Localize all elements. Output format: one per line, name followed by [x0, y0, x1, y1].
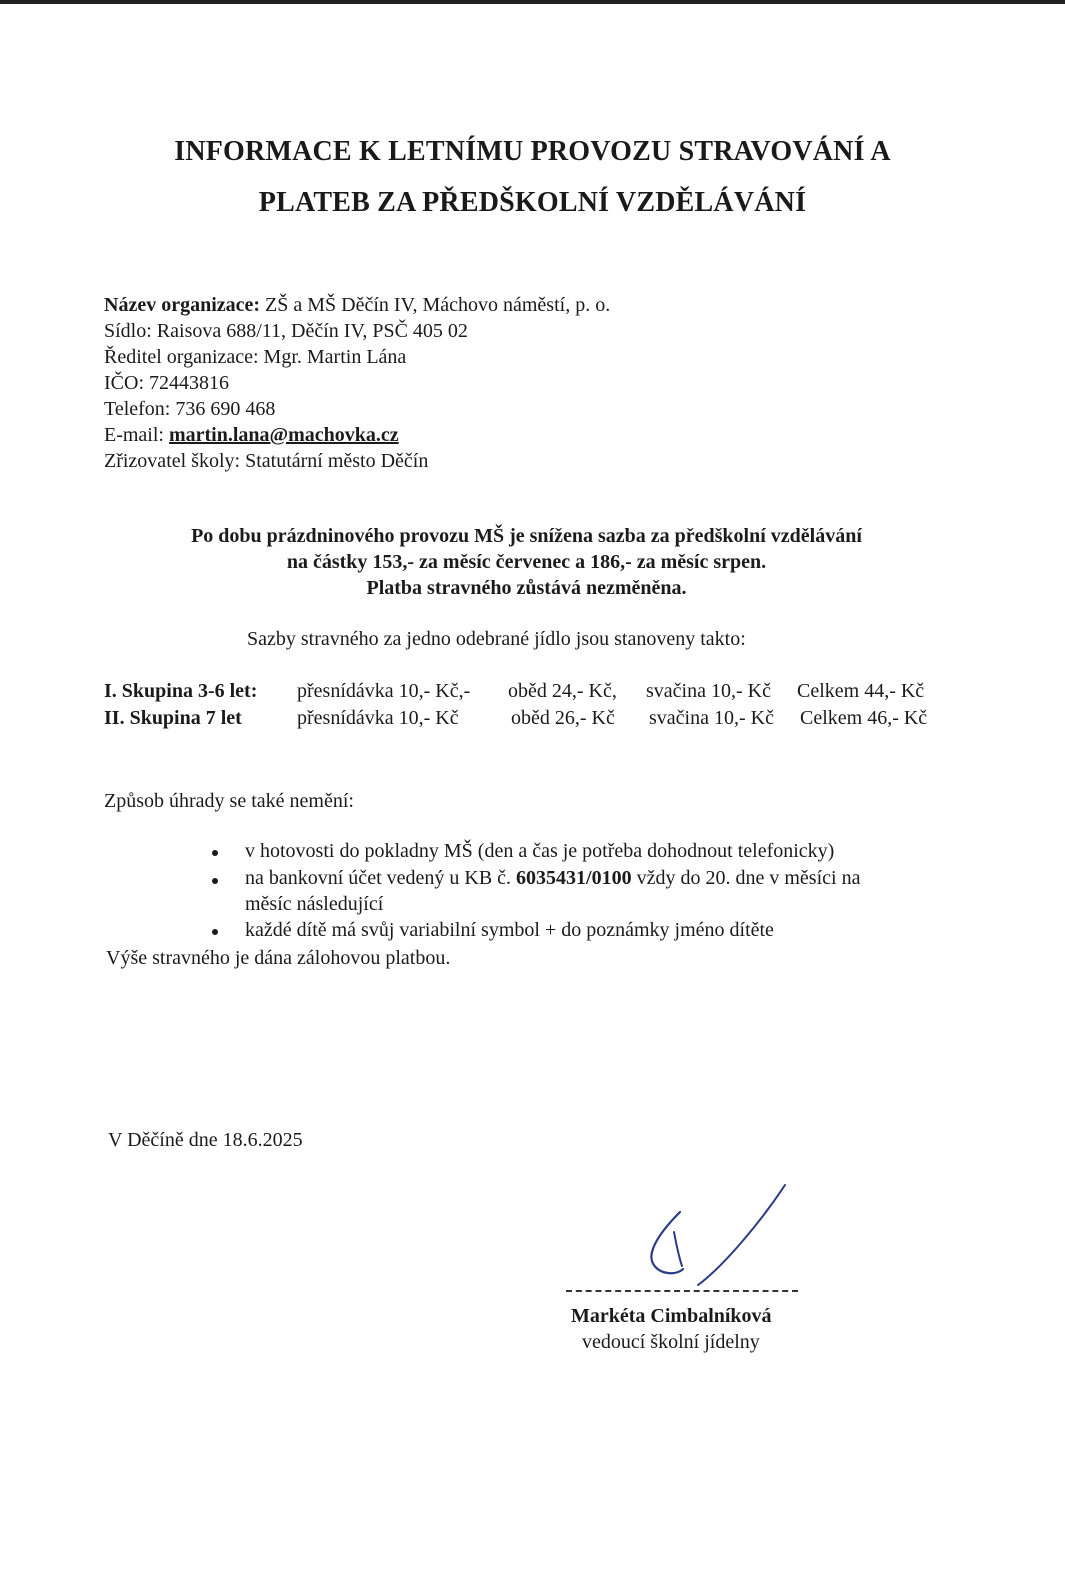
bullet-icon	[212, 929, 218, 935]
payment-option-bank-cont: měsíc následující	[245, 893, 384, 915]
rate-lunch-1: oběd 24,- Kč,	[508, 680, 617, 702]
top-border	[0, 0, 1065, 4]
rate-group-1: I. Skupina 3-6 let:	[104, 680, 258, 702]
rates-intro: Sazby stravného za jedno odebrané jídlo jsou stanoveny takto:	[247, 628, 746, 650]
organization-name	[104, 292, 610, 318]
bank-text-post: vždy do 20. dne v měsíci na	[631, 867, 861, 889]
rate-afternoon-2: svačina 10,- Kč	[649, 707, 774, 729]
organization-name-value: ZŠ a MŠ Děčín IV, Máchovo náměstí, p. o.	[260, 294, 611, 316]
notice-line-2: na částky 153,- za měsíc červenec a 186,- za měsíc srpen.	[286, 551, 767, 573]
advance-payment-note: Výše stravného je dána zálohovou platbou.	[106, 947, 451, 969]
signature-line	[566, 1290, 798, 1292]
payment-variable-symbol: každé dítě má svůj variabilní symbol + do poznámky jméno dítěte	[245, 919, 774, 941]
payment-option-cash: v hotovosti do pokladny MŠ (den a čas je potřeba dohodnout telefonicky)	[245, 840, 835, 862]
rate-lunch-2: oběd 26,- Kč	[511, 707, 615, 729]
document-title-line-1: INFORMACE K LETNÍMU PROVOZU STRAVOVÁNÍ A	[174, 136, 891, 167]
organization-ico: IČO: 72443816	[104, 372, 229, 394]
bullet-icon	[212, 850, 218, 856]
bullet-icon	[212, 878, 218, 884]
notice-line-3: Platba stravného zůstává nezměněna.	[366, 577, 687, 599]
rate-total-2: Celkem 46,- Kč	[800, 707, 928, 729]
email-label: E-mail:	[104, 424, 169, 446]
bank-account-number: 6035431/0100	[516, 867, 632, 889]
rate-snack-2: přesnídávka 10,- Kč	[297, 707, 459, 729]
organization-phone: Telefon: 736 690 468	[104, 398, 276, 420]
organization-director: Ředitel organizace: Mgr. Martin Lána	[104, 346, 407, 368]
rate-snack-1: přesnídávka 10,- Kč,-	[297, 680, 471, 702]
bank-text-pre: na bankovní účet vedený u KB č.	[245, 867, 517, 889]
rate-group-2: II. Skupina 7 let	[104, 707, 242, 729]
organization-name-label: Název organizace:	[104, 294, 261, 316]
handwritten-signature	[640, 1180, 800, 1290]
organization-email	[104, 422, 399, 448]
document-title-line-2: PLATEB ZA PŘEDŠKOLNÍ VZDĚLÁVÁNÍ	[258, 187, 807, 218]
notice-line-1: Po dobu prázdninového provozu MŠ je snížena sazba za předškolní vzdělávání	[191, 525, 862, 547]
organization-founder: Zřizovatel školy: Statutární město Děčín	[104, 450, 429, 472]
organization-address: Sídlo: Raisova 688/11, Děčín IV, PSČ 405 02	[104, 320, 468, 342]
place-and-date: V Děčíně dne 18.6.2025	[108, 1129, 303, 1151]
signatory-role: vedoucí školní jídelny	[582, 1331, 760, 1353]
signatory-name: Markéta Cimbalníková	[571, 1305, 772, 1327]
email-link[interactable]: martin.lana@machovka.cz	[168, 424, 399, 446]
payment-intro: Způsob úhrady se také nemění:	[104, 790, 354, 812]
rate-total-1: Celkem 44,- Kč	[797, 680, 925, 702]
payment-option-bank	[245, 865, 860, 891]
rate-afternoon-1: svačina 10,- Kč	[646, 680, 771, 702]
